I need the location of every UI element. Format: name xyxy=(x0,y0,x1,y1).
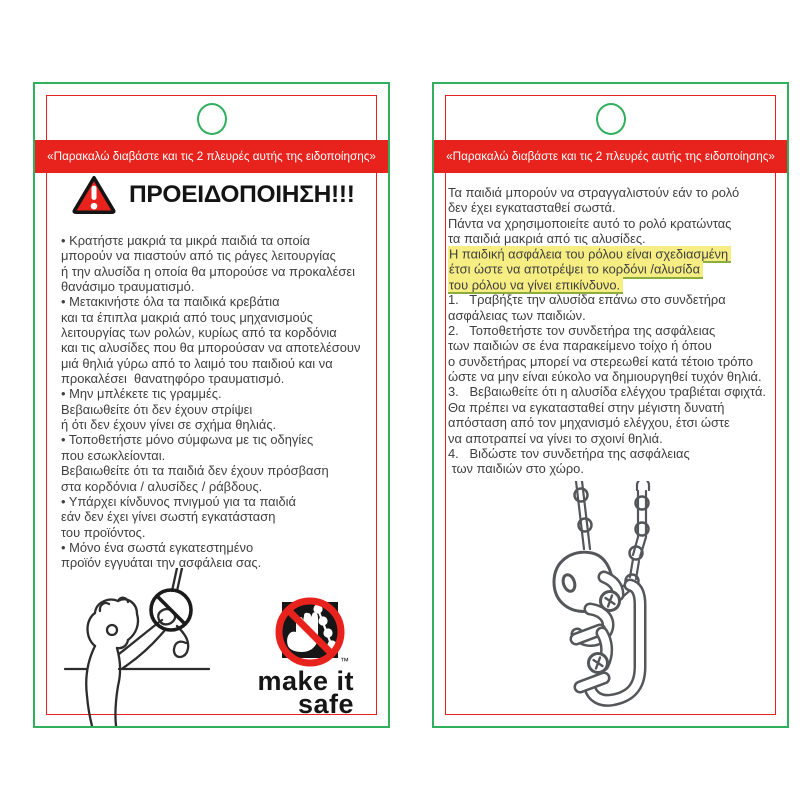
text-line: τα παιδιά μακριά από τις αλυσίδες. xyxy=(448,231,646,247)
text-line: ώστε να μην είναι εύκολο να δημιουργηθεί τυχόν θηλιά. xyxy=(448,369,762,385)
warning-triangle-icon xyxy=(71,174,117,216)
text-line: του ρόλου να γίνει επικίνδυνο. xyxy=(448,277,766,292)
text-line: απόσταση από τον μηχανισμό ελέγχου, έτσι ώστε xyxy=(448,415,730,431)
text-line: Βεβαιωθείτε ότι δεν έχουν στρίψει xyxy=(61,401,253,417)
warning-tag-front xyxy=(33,82,390,728)
band-text: «Παρακαλώ διαβάστε και τις 2 πλευρές αυτής της ειδοποίησης» xyxy=(446,150,775,163)
text-line: των παιδιών στο χώρο. xyxy=(448,461,584,477)
text-line: μπορούν να πιαστούν από τις ράγες λειτουργίας xyxy=(61,248,336,264)
header-band xyxy=(35,140,388,173)
text-line: που εσωκλείονται. xyxy=(61,447,166,463)
text-line: • Κρατήστε μακριά τα μικρά παιδιά τα οποία xyxy=(61,233,310,248)
text-line: ασφάλειας των παιδιών. xyxy=(448,307,586,323)
text-line: και τις αλυσίδες που θα μπορούσαν να αποτελέσουν xyxy=(61,340,361,356)
text-line: 4. Βιδώστε τον συνδετήρα της ασφάλειας xyxy=(448,445,690,461)
text-line: δεν έχει εγκατασταθεί σωστά. xyxy=(448,200,616,216)
warning-title: ΠΡΟΕΙΔΟΠΟΙΗΣΗ!!! xyxy=(129,181,355,208)
text-line: μιά θηλιά γύρω από το λαιμό του παιδιού και να xyxy=(61,355,333,371)
instruction-text-block xyxy=(448,185,766,477)
make-it-safe-logo xyxy=(257,596,354,719)
text-line: • Τοποθετήστε μόνο σύμφωνα με τις οδηγίες xyxy=(61,432,314,448)
text-line: εάν δεν έχει γίνει σωστή εγκατάσταση xyxy=(61,509,276,525)
text-line: 3. Βεβαιωθείτε ότι η αλυσίδα ελέγχου τραβιέται σφιχτά. xyxy=(448,384,766,400)
text-line: και τα έπιπλα μακριά από τους μηχανισμούς xyxy=(61,309,313,325)
text-line: Βεβαιωθείτε ότι τα παιδιά δεν έχουν πρόσβαση xyxy=(61,463,329,479)
text-line: του προϊόντος. xyxy=(61,524,146,540)
logo-text-bottom: safe xyxy=(297,689,354,719)
text-line: • Υπάρχει κίνδυνος πνιγμού για τα παιδιά xyxy=(61,493,296,509)
warning-text-block xyxy=(61,233,360,571)
text-line: ή ότι δεν έχουν γίνει σε σχήμα θηλιάς. xyxy=(61,417,277,433)
warning-title-row xyxy=(71,174,355,216)
logo-text-top: make it xyxy=(257,666,354,696)
no-touch-chain-icon xyxy=(270,596,354,670)
band-text: «Παρακαλώ διαβάστε και τις 2 πλευρές αυτής της ειδοποίησης» xyxy=(47,150,376,163)
header-band xyxy=(434,140,787,173)
text-line: • Μην μπλέκετε τις γραμμές. xyxy=(61,386,222,402)
hang-hole xyxy=(197,103,227,135)
hang-hole xyxy=(596,103,626,135)
text-line: λειτουργίας των ρολών, κυρίως από τα κορδόνια xyxy=(61,325,337,341)
text-line: Θα πρέπει να εγκατασταθεί στην μέγιστη δυνατή xyxy=(448,399,725,415)
text-line: • Μετακινήστε όλα τα παιδικά κρεβάτια xyxy=(61,294,280,310)
text-line: προϊόν εγγυάται την ασφάλεια σας. xyxy=(61,555,262,571)
no-cord-grab-icon xyxy=(59,568,274,726)
text-line: Τα παιδιά μπορούν να στραγγαλιστούν εάν το ρολό xyxy=(448,185,740,200)
text-line: Η παιδική ασφάλεια του ρόλου είναι σχεδιασμένη xyxy=(448,246,766,261)
text-line: 1. Τραβήξτε την αλυσίδα επάνω στο συνδετήρα xyxy=(448,292,726,308)
text-line: να αποτραπεί να γίνει το σχοινί θηλιά. xyxy=(448,430,663,446)
warning-tag-back xyxy=(432,82,789,728)
text-line: 2. Τοποθετήστε τον συνδετήρα της ασφάλειας xyxy=(448,323,716,339)
text-line: • Μόνο ένα σωστά εγκατεστημένο xyxy=(61,539,254,555)
text-line: των παιδιών σε ένα παρακείμενο τοίχο ή όπου xyxy=(448,338,712,354)
text-line: προκαλέσει θανατηφόρο τραυματισμό. xyxy=(61,371,285,387)
text-line: Πάντα να χρησιμοποιείτε αυτό το ρολό κρατώντας xyxy=(448,215,732,231)
chain-tensioner-illustration xyxy=(546,481,686,719)
text-line: ο συνδετήρας μπορεί να στερεωθεί κατά τέτοιο τρόπο xyxy=(448,353,754,369)
text-line: έτσι ώστε να αποτρέψει το κορδόνι /αλυσίδα xyxy=(448,262,766,277)
text-line: στα κορδόνια / αλυσίδες / ράβδους. xyxy=(61,478,263,494)
text-line: ή την αλυσίδα η οποία θα μπορούσε να προκαλέσει xyxy=(61,263,355,279)
text-line: θανάσιμο τραυματισμό. xyxy=(61,279,195,295)
trademark-symbol: ™ xyxy=(340,656,349,666)
